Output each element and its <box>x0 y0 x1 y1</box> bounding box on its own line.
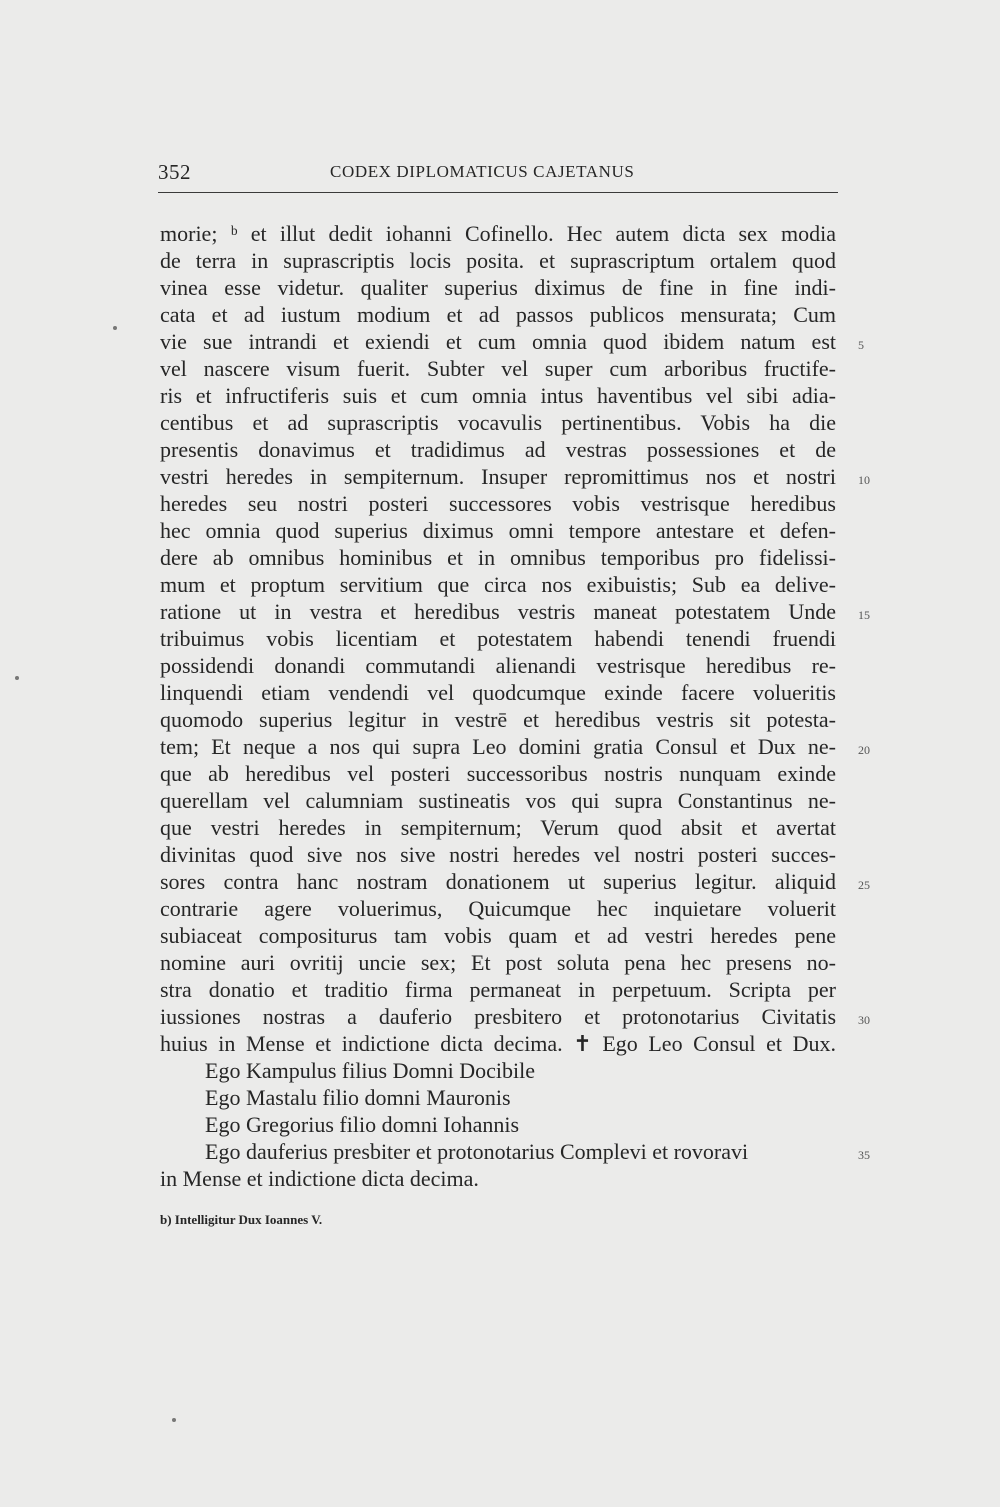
text-line: nomine auri ovritij uncie sex; Et post soluta pena hec presens no- <box>160 950 836 975</box>
text-line: stra donatio et traditio firma permaneat in perpetuum. Scripta per <box>160 977 836 1002</box>
text-line: heredes seu nostri posteri successores vobis vestrisque heredibus <box>160 491 836 516</box>
line-number-35: 35 <box>858 1148 870 1162</box>
paper-speck <box>172 1418 176 1422</box>
text-line: ris et infructiferis suis et cum omnia intus haventibus vel sibi adia- <box>160 383 836 408</box>
running-title: CODEX DIPLOMATICUS CAJETANUS <box>330 162 635 181</box>
text-line: hec omnia quod superius diximus omni tempore antestare et defen- <box>160 518 836 543</box>
text-line: contrarie agere voluerimus, Quicumque hec inquietare voluerit <box>160 896 836 921</box>
text-line: tem; Et neque a nos qui supra Leo domini gratia Consul et Dux ne- <box>160 734 836 759</box>
text-line: centibus et ad suprascriptis vocavulis pertinentibus. Vobis ha die <box>160 410 836 435</box>
text-line: tribuimus vobis licentiam et potestatem habendi tenendi fruendi <box>160 626 836 651</box>
text-line: possidendi donandi commutandi alienandi vestrisque heredibus re- <box>160 653 836 678</box>
text-line: linquendi etiam vendendi vel quodcumque exinde facere volueritis <box>160 680 836 705</box>
text-line: quomodo superius legitur in vestrē et heredibus vestris sit potesta- <box>160 707 836 732</box>
text-line: ratione ut in vestra et heredibus vestris maneat potestatem Unde <box>160 599 836 624</box>
text-line: cata et ad iustum modium et ad passos publicos mensurata; Cum <box>160 302 836 327</box>
text-line: querellam vel calumniam sustineatis vos qui supra Constantinus ne- <box>160 788 836 813</box>
text-line: que ab heredibus vel posteri successoribus nostris nunquam exinde <box>160 761 836 786</box>
line-number-5: 5 <box>858 338 864 352</box>
text-line: vestri heredes in sempiternum. Insuper repromittimus nos et nostri <box>160 464 836 489</box>
page-number: 352 <box>158 160 191 184</box>
paper-speck <box>15 676 19 680</box>
line-number-15: 15 <box>858 608 870 622</box>
signature-line: Ego Mastalu filio domni Mauronis <box>205 1085 511 1110</box>
line-number-25: 25 <box>858 878 870 892</box>
text-line: subiaceat compositurus tam vobis quam et ad vestri heredes pene <box>160 923 836 948</box>
line-number-20: 20 <box>858 743 870 757</box>
main-text <box>160 220 836 1192</box>
paper-speck <box>113 326 117 330</box>
text-line: de terra in suprascriptis locis posita. et suprascriptum ortalem quod <box>160 248 836 273</box>
text-line: morie; ᵇ et illut dedit iohanni Cofinello. Hec autem dicta sex modia <box>160 221 836 246</box>
text-line: vie sue intrandi et exiendi et cum omnia quod ibidem natum est <box>160 329 836 354</box>
text-line: sores contra hanc nostram donationem ut superius legitur. aliquid <box>160 869 836 894</box>
text-line: vinea esse videtur. qualiter superius diximus de fine in fine indi- <box>160 275 836 300</box>
text-line: huius in Mense et indictione dicta decima. ✝ Ego Leo Consul et Dux. <box>160 1031 836 1056</box>
line-number-30: 30 <box>858 1013 870 1027</box>
text-line: in Mense et indictione dicta decima. <box>160 1166 479 1191</box>
text-line: vel nascere visum fuerit. Subter vel super cum arboribus fructife- <box>160 356 836 381</box>
text-line: divinitas quod sive nos sive nostri heredes vel nostri posteri succes- <box>160 842 836 867</box>
header-rule <box>158 192 838 193</box>
text-line: presentis donavimus et tradidimus ad vestras possessiones et de <box>160 437 836 462</box>
footnote: b) Intelligitur Dux Ioannes V. <box>160 1212 323 1227</box>
line-number-10: 10 <box>858 473 870 487</box>
text-line: que vestri heredes in sempiternum; Verum quod absit et avertat <box>160 815 836 840</box>
signature-line: Ego dauferius presbiter et protonotarius Complevi et rovoravi <box>205 1139 749 1164</box>
text-line: mum et proptum servitium que circa nos exibuistis; Sub ea delive- <box>160 572 836 597</box>
signature-line: Ego Kampulus filius Domni Docibile <box>205 1058 535 1083</box>
signature-line: Ego Gregorius filio domni Iohannis <box>205 1112 520 1137</box>
text-line: iussiones nostras a dauferio presbitero et protonotarius Civitatis <box>160 1004 836 1029</box>
text-line: dere ab omnibus hominibus et in omnibus temporibus pro fidelissi- <box>160 545 836 570</box>
